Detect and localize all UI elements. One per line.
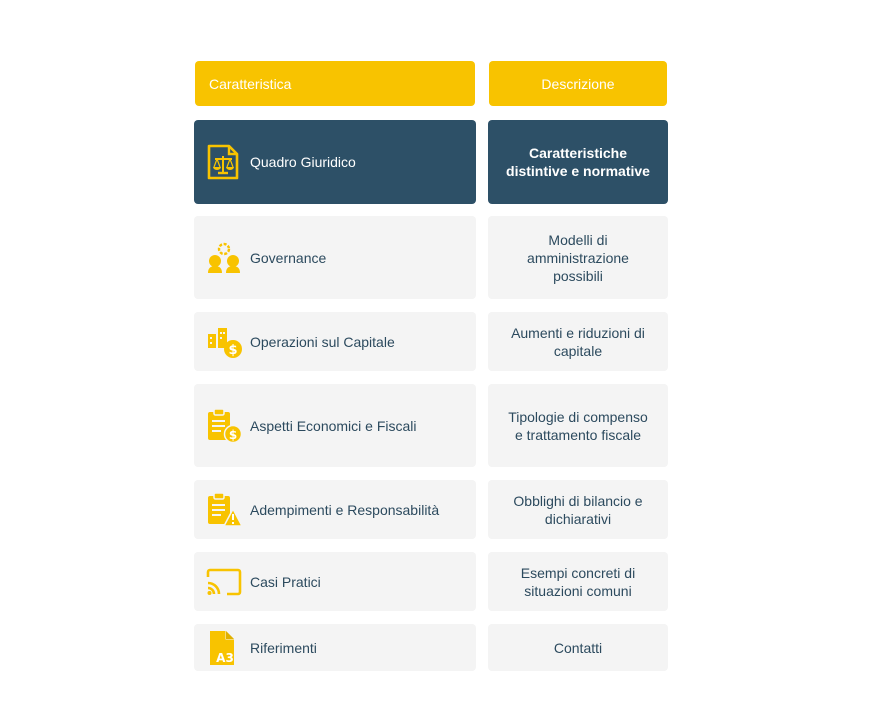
row-label: Governance <box>250 249 327 266</box>
building-dollar-icon <box>205 323 243 361</box>
row-description-text: Contatti <box>553 639 603 656</box>
row-description <box>488 312 668 371</box>
svg-text:A3: A3 <box>216 650 234 665</box>
row-description <box>488 216 668 299</box>
row-label: Aspetti Economici e Fiscali <box>250 417 417 434</box>
header-caratteristica-label: Caratteristica <box>209 75 292 92</box>
row-casi-pratici[interactable] <box>194 552 476 611</box>
cast-screen-icon <box>205 563 243 601</box>
header-caratteristica <box>195 61 475 106</box>
clipboard-warning-icon <box>205 491 243 529</box>
header-descrizione-label: Descrizione <box>541 75 615 92</box>
row-adempimenti[interactable] <box>194 480 476 539</box>
header-descrizione <box>489 61 667 106</box>
svg-text:$: $ <box>228 427 238 442</box>
row-description <box>488 552 668 611</box>
row-description <box>488 120 668 204</box>
legal-document-scale-icon <box>205 143 243 181</box>
row-aspetti-economici[interactable] <box>194 384 476 467</box>
row-riferimenti[interactable] <box>194 624 476 671</box>
document-a3-icon <box>205 629 243 667</box>
row-description <box>488 624 668 671</box>
svg-text:$: $ <box>228 342 238 358</box>
row-label: Casi Pratici <box>250 573 321 590</box>
clipboard-dollar-icon <box>205 407 243 445</box>
row-description-text: Obblighi di bilancio e dichiarativi <box>513 492 643 527</box>
row-description-text: Caratteristiche distintive e normative <box>506 145 650 179</box>
row-operazioni-capitale[interactable] <box>194 312 476 371</box>
row-label: Adempimenti e Responsabilità <box>250 501 440 518</box>
row-label: Riferimenti <box>250 639 317 656</box>
people-gear-icon <box>205 239 243 277</box>
row-quadro-giuridico[interactable] <box>194 120 476 204</box>
row-description-text: Tipologie di compenso e trattamento fiscale <box>508 408 648 443</box>
row-description-text: Aumenti e riduzioni di capitale <box>511 324 645 359</box>
row-description <box>488 480 668 539</box>
row-label: Operazioni sul Capitale <box>250 333 395 350</box>
row-description <box>488 384 668 467</box>
row-description-text: Modelli di amministrazione possibili <box>527 231 629 284</box>
row-description-text: Esempi concreti di situazioni comuni <box>520 564 636 599</box>
row-label: Quadro Giuridico <box>250 154 356 170</box>
row-governance[interactable] <box>194 216 476 299</box>
